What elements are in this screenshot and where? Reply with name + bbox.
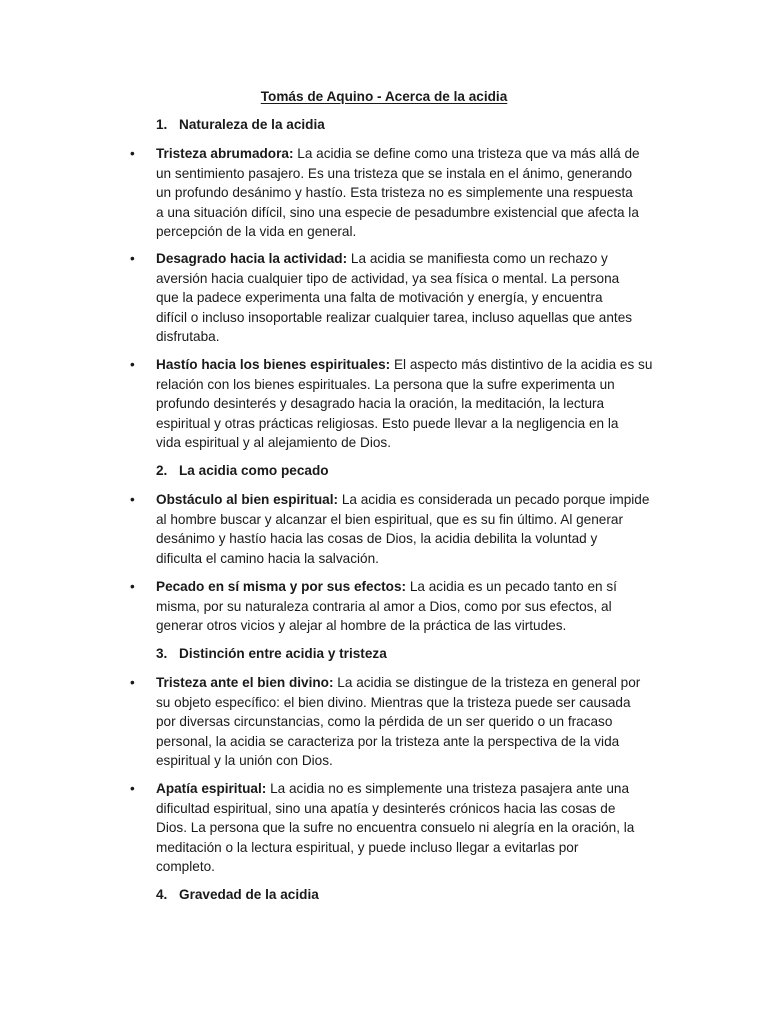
section-number: 3. [156, 646, 168, 661]
item-text: al hombre buscar y alcanzar el bien espiritual, que es su fin último. Al generar [156, 511, 623, 527]
item-term: Pecado en sí misma y por sus efectos: [156, 579, 407, 594]
item-text: La acidia es considerada un pecado porque impide [338, 492, 650, 507]
item-term: Desagrado hacia la actividad: [156, 251, 348, 266]
bullet-icon: • [130, 579, 135, 594]
item-text: La acidia no es simplemente una tristeza pasajera ante una [266, 781, 630, 796]
section-heading-3 [156, 644, 387, 664]
item-text: Dios. La persona que la sufre no encuentra consuelo ni alegría en la oración, la [156, 820, 635, 835]
list-item [130, 577, 666, 636]
item-text: dificultad espiritual, sino una apatía y desinterés crónicos hacia las cosas de [156, 800, 616, 816]
item-text: aversión hacia cualquier tipo de actividad, ya sea física o mental. La persona [156, 270, 620, 286]
item-text: un profundo desánimo y hastío. Esta tristeza no es simplemente una respuesta [156, 185, 633, 200]
item-text: desánimo y hastío hacia las cosas de Dios, la acidia debilita la voluntad y [156, 531, 598, 546]
section-number: 1. [156, 117, 168, 132]
item-text: un sentimiento pasajero. Es una tristeza que se instala en el ánimo, generando [156, 165, 633, 181]
section-heading-1 [156, 115, 325, 135]
item-term: Tristeza ante el bien divino: [156, 675, 334, 690]
item-term: Apatía espiritual: [156, 781, 267, 796]
item-term: Obstáculo al bien espiritual: [156, 492, 339, 507]
item-text: profundo desinterés y desagrado hacia la oración, la meditación, la lectura [156, 396, 605, 411]
item-text: disfrutaba. [156, 329, 220, 344]
section-number: 4. [156, 887, 168, 902]
document-title: Tomás de Aquino - Acerca de la acidia [260, 89, 508, 104]
item-text: por diversas circunstancias, como la pérdida de un ser querido o un fracaso [156, 714, 613, 729]
section-heading-4 [156, 885, 319, 905]
item-text: La acidia se distingue de la tristeza en general por [333, 675, 641, 690]
bullet-icon: • [130, 251, 135, 266]
bullet-icon: • [130, 357, 135, 372]
item-text: El aspecto más distintivo de la acidia es su [390, 357, 653, 372]
bullet-icon: • [130, 675, 135, 690]
item-text: vida espiritual y al alejamiento de Dios. [156, 435, 391, 450]
bullet-icon: • [130, 146, 135, 161]
item-text: La acidia es un pecado tanto en sí [406, 579, 617, 594]
section-number: 2. [156, 463, 168, 478]
list-item [130, 144, 666, 242]
item-text: espiritual y la unión con Dios. [156, 753, 333, 768]
item-text: misma, por su naturaleza contraria al amor a Dios, como por sus efectos, al [156, 598, 612, 614]
item-term: Hastío hacia los bienes espirituales: [156, 357, 391, 372]
item-text: espiritual y otras prácticas religiosas. Esto puede llevar a la negligencia en la [156, 415, 619, 431]
item-text: generar otros vicios y alejar al hombre de la práctica de las virtudes. [156, 618, 567, 633]
item-text: La acidia se manifiesta como un rechazo y [347, 251, 608, 266]
section-heading-2 [156, 461, 329, 481]
section-title: La acidia como pecado [179, 463, 329, 478]
item-text: personal, la acidia se caracteriza por la tristeza ante la perspectiva de la vida [156, 733, 620, 749]
list-item [130, 779, 666, 877]
list-item [130, 490, 666, 568]
list-item [130, 673, 666, 771]
section-title: Gravedad de la acidia [179, 887, 319, 902]
section-title: Distinción entre acidia y tristeza [179, 646, 387, 661]
bullet-icon: • [130, 492, 135, 507]
item-text: relación con los bienes espirituales. La persona que la sufre experimenta un [156, 376, 615, 392]
bullet-icon: • [130, 781, 135, 796]
item-text: completo. [156, 859, 215, 874]
item-text: su objeto específico: el bien divino. Mientras que la tristeza puede ser causada [156, 694, 631, 710]
item-text: La acidia se define como una tristeza que va más allá de [293, 146, 640, 161]
item-text: que la padece experimenta una falta de motivación y energía, y encuentra [156, 290, 603, 305]
section-title: Naturaleza de la acidia [179, 117, 325, 132]
item-text: difícil o incluso insoportable realizar cualquier tarea, incluso aquellas que antes [156, 309, 633, 325]
list-item [130, 249, 666, 347]
item-text: meditación o la lectura espiritual, y puede incluso llegar a evitarlas por [156, 839, 579, 855]
item-text: a una situación difícil, sino una especie de pesadumbre existencial que afecta la [156, 204, 639, 220]
item-text: dificulta el camino hacia la salvación. [156, 550, 379, 566]
item-text: percepción de la vida en general. [156, 224, 357, 239]
item-term: Tristeza abrumadora: [156, 146, 294, 161]
list-item [130, 355, 666, 453]
